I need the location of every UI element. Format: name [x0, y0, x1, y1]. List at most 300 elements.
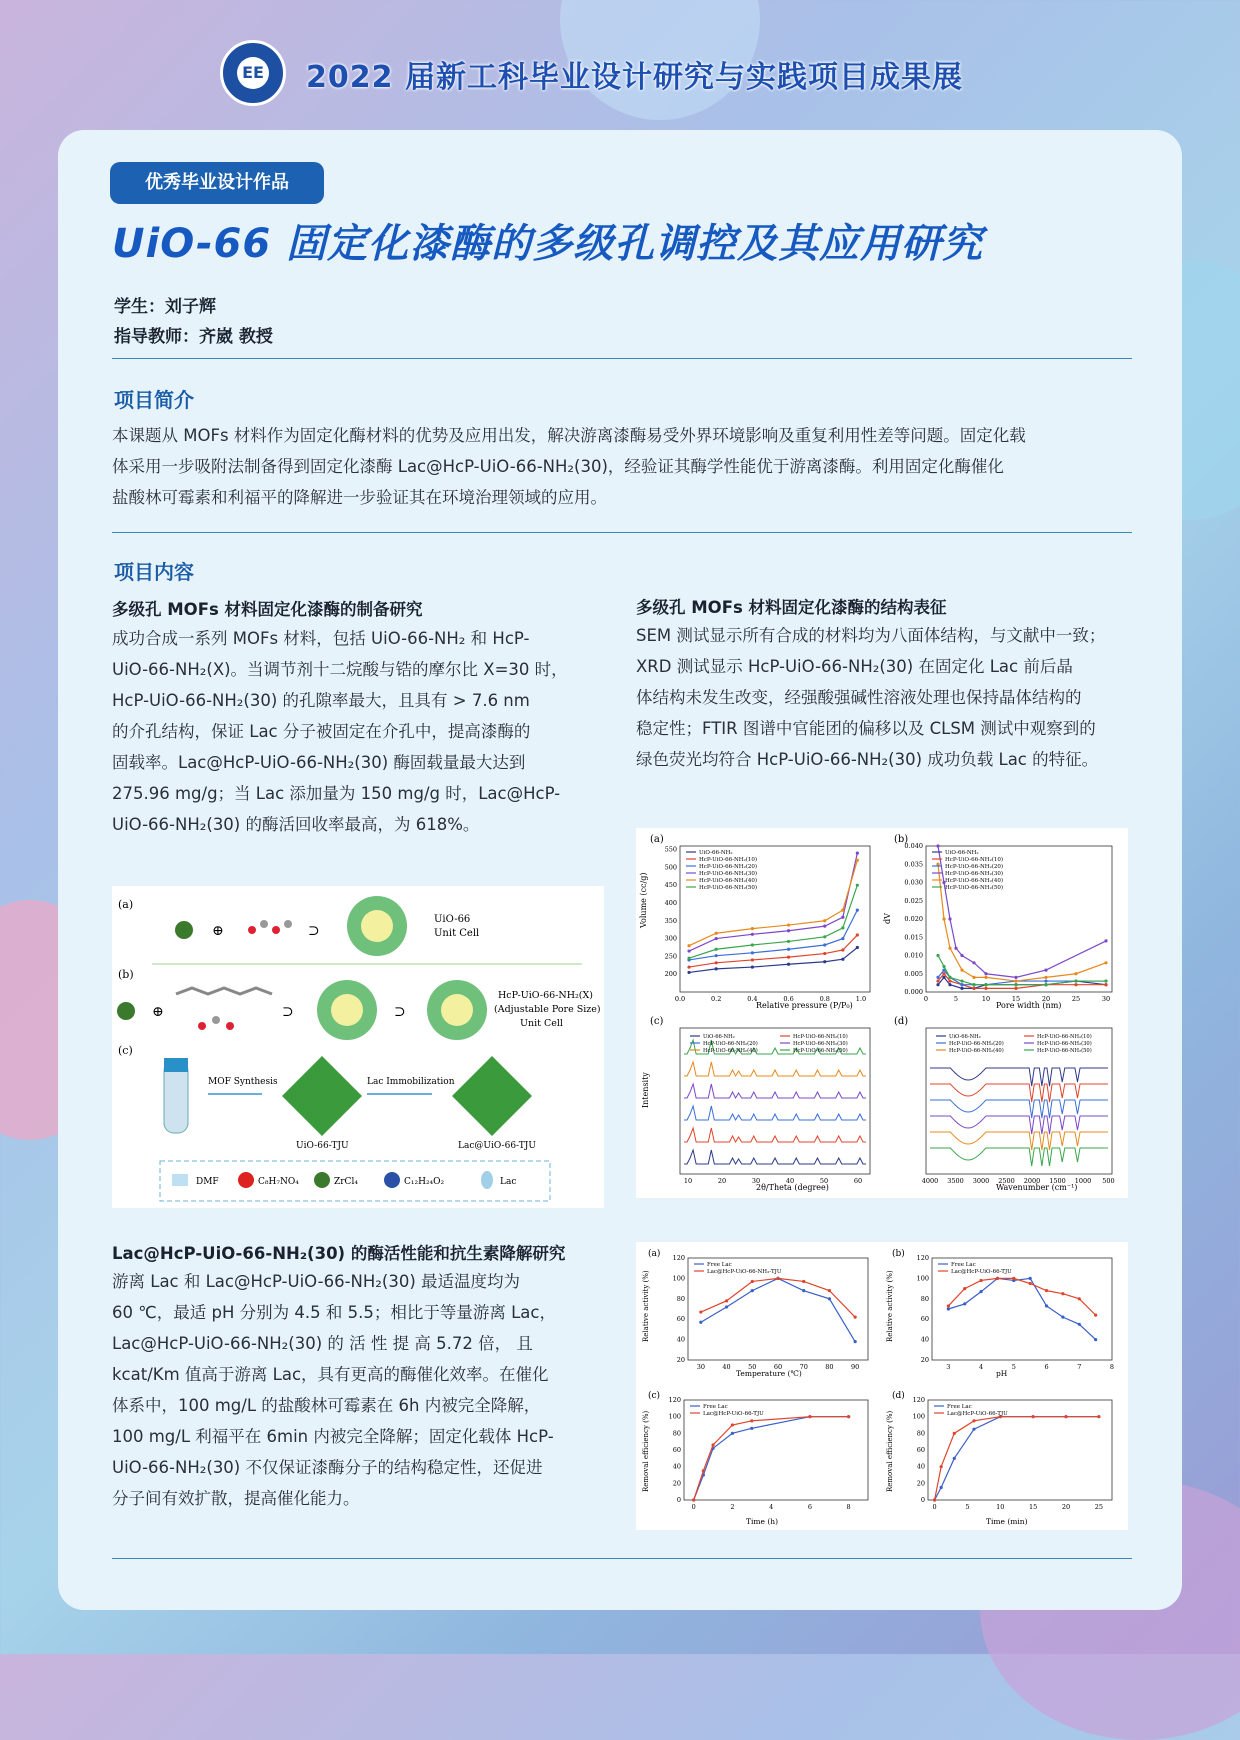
legend-entry: HcP-UiO-66-NH₂(30)	[699, 871, 758, 877]
data-point	[699, 1310, 702, 1313]
y-tick-label: 120	[912, 1396, 925, 1404]
data-point	[1104, 979, 1107, 982]
series-line	[701, 1278, 855, 1341]
x-tick-label: 60	[853, 1177, 863, 1185]
activity-line: 体系中，100 mg/L 的盐酸林可霉素在 6h 内被完全降解，	[112, 1396, 541, 1415]
y-tick-label: 80	[920, 1294, 929, 1303]
legend-entry: HcP-UiO-66-NH₂(50)	[1037, 1048, 1092, 1054]
data-point	[711, 1443, 714, 1446]
data-point	[942, 972, 945, 975]
advisor-name: 指导教师：齐崴 教授	[114, 327, 273, 347]
legend-entry: HcP-UiO-66-NH₂(30)	[1037, 1041, 1092, 1047]
data-point	[751, 958, 754, 961]
x-tick-label: 10	[981, 995, 991, 1003]
arrow-sign: ⊃	[308, 923, 320, 939]
data-point	[984, 987, 987, 990]
y-tick-label: 40	[916, 1462, 925, 1471]
data-point	[854, 1316, 857, 1319]
legend-entry: UiO-66-NH₂	[703, 1034, 735, 1040]
ftir-spectrum	[930, 1100, 1108, 1118]
data-point	[963, 1302, 966, 1305]
xrd-pattern	[684, 1062, 866, 1076]
lac-crystal	[452, 1056, 532, 1136]
data-point	[1029, 1277, 1032, 1280]
activity-line: Lac@HcP-UiO-66-NH₂(30) 的 活 性 提 高 5.72 倍， 且	[112, 1334, 533, 1353]
data-point	[1097, 1415, 1100, 1418]
series-line	[689, 885, 857, 958]
x-tick-label: 4000	[921, 1177, 939, 1185]
y-tick-label: 120	[916, 1254, 929, 1262]
y-tick-label: 80	[672, 1429, 681, 1438]
x-tick-label: 20	[717, 1177, 727, 1185]
data-point	[1044, 979, 1047, 982]
x-tick-label: 0.2	[711, 995, 722, 1003]
data-point	[828, 1289, 831, 1292]
activity-line: 游离 Lac 和 Lac@HcP-UiO-66-NH₂(30) 最适温度均为	[112, 1272, 520, 1291]
panel-label: (c)	[118, 1044, 133, 1057]
x-axis-label: Pore width (nm)	[996, 1001, 1062, 1010]
legend-entry: UiO-66-NH₂	[945, 850, 979, 856]
data-point	[984, 983, 987, 986]
data-point	[940, 1486, 943, 1489]
lac-swatch	[481, 1171, 493, 1189]
data-point	[936, 976, 939, 979]
plus-sign: ⊕	[152, 1004, 164, 1020]
data-point	[715, 932, 718, 935]
data-point	[942, 917, 945, 920]
uio-crystal	[282, 1056, 362, 1136]
section-heading-prep: 多级孔 MOFs 材料固定化漆酶的制备研究	[112, 600, 423, 619]
data-point	[960, 954, 963, 957]
divider	[112, 532, 1132, 533]
y-tick-label: 400	[664, 898, 677, 907]
data-point	[979, 1290, 982, 1293]
intro-paragraph	[112, 420, 1142, 513]
test-tube-icon	[164, 1058, 188, 1133]
data-point	[1044, 969, 1047, 972]
data-point	[1014, 983, 1017, 986]
x-axis-label: Wavenumber (cm⁻¹)	[996, 1183, 1078, 1192]
data-point	[960, 983, 963, 986]
data-point	[1045, 1304, 1048, 1307]
y-tick-label: 300	[664, 934, 677, 943]
legend-entry: HcP-UiO-66-NH₂(20)	[699, 864, 758, 870]
data-point	[751, 951, 754, 954]
x-tick-label: 4	[769, 1503, 774, 1511]
data-point	[942, 965, 945, 968]
data-point	[1044, 983, 1047, 986]
activity-figure	[636, 1242, 1128, 1530]
xrd-pattern	[684, 1106, 866, 1120]
divider	[112, 1558, 1132, 1559]
legend-entry: UiO-66-NH₂	[949, 1034, 981, 1040]
y-tick-label: 40	[672, 1462, 681, 1471]
legend-acid: C₁₂H₂₄O₂	[404, 1177, 445, 1187]
data-point	[787, 940, 790, 943]
legend-entry: HcP-UiO-66-NH₂(30)	[793, 1041, 848, 1047]
y-tick-label: 100	[672, 1274, 685, 1283]
data-point	[841, 926, 844, 929]
data-point	[940, 1465, 943, 1468]
panel-label: (b)	[892, 1249, 905, 1259]
activity-paragraph	[112, 1266, 632, 1514]
data-point	[715, 961, 718, 964]
legend-entry: HcP-UiO-66-NH₂(40)	[699, 878, 758, 884]
data-point	[725, 1299, 728, 1302]
y-tick-label: 120	[672, 1254, 685, 1262]
data-point	[687, 971, 690, 974]
data-point	[936, 983, 939, 986]
mof-synthesis-label: MOF Synthesis	[208, 1077, 278, 1087]
data-point	[1074, 983, 1077, 986]
x-tick-label: 0.0	[674, 995, 686, 1003]
linker-molecule	[248, 920, 292, 934]
xrd-pattern	[684, 1128, 866, 1142]
data-point	[823, 943, 826, 946]
legend-entry: HcP-UiO-66-NH₂(40)	[703, 1048, 758, 1054]
zr-sphere	[175, 921, 193, 939]
data-point	[856, 884, 859, 887]
y-tick-label: 550	[664, 845, 677, 854]
data-point	[751, 1280, 754, 1283]
data-point	[715, 937, 718, 940]
uio-cell-label: Unit Cell	[434, 928, 480, 939]
x-tick-label: 25	[1071, 995, 1081, 1003]
ftir-spectrum	[930, 1068, 1108, 1086]
data-point	[984, 976, 987, 979]
legend-entry: HcP-UiO-66-NH₂(10)	[699, 857, 758, 863]
data-point	[936, 954, 939, 957]
y-tick-label: 20	[672, 1479, 681, 1488]
x-tick-label: 60	[773, 1363, 783, 1371]
data-point	[1104, 939, 1107, 942]
xrd-pattern	[684, 1150, 866, 1164]
x-tick-label: 70	[799, 1363, 808, 1371]
panel-label: (d)	[892, 1391, 905, 1401]
ftir-spectrum	[930, 1148, 1108, 1166]
data-point	[948, 917, 951, 920]
x-tick-label: 0.8	[819, 995, 830, 1003]
prep-line: 固载率。Lac@HcP-UiO-66-NH₂(30) 酶固载量最大达到	[112, 753, 526, 772]
x-tick-label: 90	[851, 1363, 860, 1371]
legend-entry: Lac@HcP-UiO-66-TJU	[951, 1269, 1012, 1275]
panel-label: (d)	[894, 1016, 909, 1027]
logo-text: EE	[237, 57, 269, 89]
series-line	[935, 1417, 1099, 1500]
legend-entry: HcP-UiO-66-NH₂(10)	[945, 857, 1004, 863]
prep-paragraph	[112, 623, 632, 840]
data-point	[936, 979, 939, 982]
data-point	[715, 967, 718, 970]
y-axis-label: Relative activity (%)	[886, 1270, 894, 1342]
data-point	[972, 976, 975, 979]
data-point	[823, 960, 826, 963]
legend-entry: Lac@HcP-UiO-66-NH₂-TJU	[707, 1269, 782, 1275]
data-point	[1029, 1282, 1032, 1285]
x-tick-label: 50	[748, 1363, 757, 1371]
x-axis-label: Temperature (℃)	[736, 1369, 802, 1378]
series-line	[948, 1278, 1095, 1315]
legend-entry: HcP-UiO-66-NH₂(10)	[793, 1034, 848, 1040]
data-point	[725, 1305, 728, 1308]
section-heading-activity: Lac@HcP-UiO-66-NH₂(30) 的酶活性能和抗生素降解研究	[112, 1244, 566, 1263]
x-tick-label: 30	[696, 1363, 705, 1371]
y-tick-label: 200	[664, 970, 677, 979]
data-point	[996, 1277, 999, 1280]
x-tick-label: 10	[996, 1503, 1005, 1511]
intro-line: 盐酸林可霉素和利福平的降解进一步验证其在环境治理领域的应用。	[112, 488, 607, 507]
y-tick-label: 0.035	[904, 860, 923, 869]
data-point	[715, 954, 718, 957]
x-tick-label: 3	[946, 1363, 951, 1371]
y-tick-label: 20	[676, 1356, 685, 1364]
data-point	[947, 1304, 950, 1307]
x-tick-label: 5	[953, 995, 959, 1003]
synthesis-scheme-figure	[112, 886, 604, 1208]
y-tick-label: 80	[676, 1294, 685, 1303]
hcp-unit-cell-right	[427, 980, 487, 1040]
legend-entry: Free Lac	[707, 1262, 732, 1268]
data-point	[856, 946, 859, 949]
char-line: 绿色荧光均符合 HcP-UiO-66-NH₂(30) 成功负载 Lac 的特征。	[636, 750, 1099, 769]
y-tick-label: 60	[672, 1446, 681, 1454]
hcp-cell-label: Unit Cell	[520, 1018, 563, 1029]
y-tick-label: 0.015	[904, 933, 923, 942]
header-title: 2022 届新工科毕业设计研究与实践项目成果展	[306, 60, 963, 95]
y-tick-label: 60	[676, 1315, 685, 1324]
dodecanoic-acid-molecule	[176, 988, 272, 1030]
y-tick-label: 60	[920, 1315, 929, 1324]
x-tick-label: 4	[979, 1363, 984, 1371]
y-tick-label: 40	[676, 1335, 685, 1344]
data-point	[802, 1280, 805, 1283]
zr-sphere	[117, 1002, 135, 1020]
data-point	[1094, 1314, 1097, 1317]
divider	[112, 358, 1132, 359]
x-tick-label: 5	[1011, 1363, 1016, 1371]
data-point	[953, 1432, 956, 1435]
legend-lac: Lac	[500, 1177, 517, 1187]
activity-line: 分子间有效扩散，提高催化能力。	[112, 1489, 360, 1508]
data-point	[960, 969, 963, 972]
x-tick-label: 6	[1044, 1363, 1049, 1371]
intro-heading: 项目简介	[114, 388, 194, 412]
ftir-spectrum	[930, 1116, 1108, 1134]
y-tick-label: 20	[920, 1356, 929, 1364]
legend-entry: HcP-UiO-66-NH₂(30)	[945, 871, 1004, 877]
char-line: XRD 测试显示 HcP-UiO-66-NH₂(30) 在固定化 Lac 前后晶	[636, 657, 1073, 676]
data-point	[1061, 1292, 1064, 1295]
data-point	[1014, 987, 1017, 990]
data-point	[856, 933, 859, 936]
project-title: UiO-66 固定化漆酶的多级孔调控及其应用研究	[112, 221, 984, 267]
legend-entry: Lac@HcP-UiO-66-TJU	[703, 1411, 764, 1417]
y-tick-label: 60	[916, 1446, 925, 1454]
series-line	[948, 1278, 1095, 1339]
legend-entry: HcP-UiO-66-NH₂(20)	[945, 864, 1004, 870]
data-point	[715, 948, 718, 951]
data-point	[1104, 961, 1107, 964]
y-axis-label: Removal efficiency (%)	[642, 1410, 650, 1492]
data-point	[731, 1432, 734, 1435]
content-heading: 项目内容	[114, 560, 194, 584]
data-point	[823, 935, 826, 938]
section-heading-characterization: 多级孔 MOFs 材料固定化漆酶的结构表征	[636, 598, 947, 617]
prep-line: HcP-UiO-66-NH₂(30) 的孔隙率最大，且具有 > 7.6 nm	[112, 691, 530, 710]
panel-label: (c)	[648, 1391, 661, 1401]
data-point	[841, 916, 844, 919]
x-tick-label: 30	[751, 1177, 761, 1185]
x-tick-label: 1.0	[855, 995, 867, 1003]
x-tick-label: 500	[1102, 1177, 1115, 1185]
data-point	[702, 1469, 705, 1472]
intro-line: 本课题从 MOFs 材料作为固定化酶材料的优势及应用出发，解决游离漆酶易受外界环境影响及重复利用性差等问题。固定化载	[112, 426, 1026, 445]
ftir-spectrum	[930, 1084, 1108, 1102]
y-tick-label: 0.005	[904, 969, 923, 978]
data-point	[953, 1457, 956, 1460]
panel-label: (b)	[118, 968, 134, 981]
data-point	[1045, 1289, 1048, 1292]
data-point	[692, 1498, 695, 1501]
x-tick-label: 2500	[998, 1177, 1015, 1185]
legend-entry: HcP-UiO-66-NH₂(10)	[1037, 1034, 1092, 1040]
x-tick-label: 0	[932, 1503, 937, 1511]
data-point	[947, 1307, 950, 1310]
x-tick-label: 5	[965, 1503, 970, 1511]
y-axis-label: dV	[883, 913, 892, 924]
prep-line: UiO-66-NH₂(30) 的酶活回收率最高，为 618%。	[112, 815, 480, 834]
data-point	[751, 943, 754, 946]
data-point	[687, 965, 690, 968]
characterization-figure	[636, 828, 1128, 1198]
activity-line: kcat/Km 值高于游离 Lac，具有更高的酶催化效率。在催化	[112, 1365, 549, 1384]
content-panel	[58, 130, 1182, 1610]
y-tick-label: 100	[916, 1274, 929, 1283]
x-tick-label: 40	[785, 1177, 795, 1185]
x-tick-label: 3500	[947, 1177, 964, 1185]
data-point	[847, 1415, 850, 1418]
hcp-label: HcP-UiO-66-NH₂(X)	[498, 990, 593, 1001]
data-point	[936, 844, 939, 847]
x-tick-label: 3000	[972, 1177, 990, 1185]
y-tick-label: 0.025	[904, 896, 923, 905]
prep-line: 的介孔结构，保证 Lac 分子被固定在介孔中，提高漆酶的	[112, 722, 531, 741]
x-tick-label: 8	[1109, 1363, 1115, 1371]
data-point	[936, 863, 939, 866]
data-point	[960, 987, 963, 990]
data-point	[960, 979, 963, 982]
y-tick-label: 0.020	[904, 915, 923, 923]
prep-line: 275.96 mg/g；当 Lac 添加量为 150 mg/g 时，Lac@HcP-	[112, 784, 561, 803]
x-tick-label: 30	[1101, 995, 1111, 1003]
data-point	[808, 1415, 811, 1418]
synthesis-scheme-svg	[112, 886, 604, 1208]
data-point	[963, 1287, 966, 1290]
legend-dmf: DMF	[196, 1177, 219, 1187]
lac-tju-label: Lac@UiO-66-TJU	[458, 1141, 536, 1151]
data-point	[972, 987, 975, 990]
data-point	[1014, 979, 1017, 982]
data-point	[750, 1427, 753, 1430]
y-axis-label: Volume (cc/g)	[639, 872, 648, 928]
lac-immobilization-label: Lac Immobilization	[367, 1077, 455, 1087]
char-line: SEM 测试显示所有合成的材料均为八面体结构，与文献中一致；	[636, 626, 1106, 645]
activity-line: 100 mg/L 利福平在 6min 内被完全降解；固定化载体 HcP-	[112, 1427, 554, 1446]
y-tick-label: 0.030	[904, 878, 923, 887]
x-tick-label: 0.4	[747, 995, 758, 1003]
data-point	[1104, 983, 1107, 986]
x-axis-label: 2θ/Theta (degree)	[756, 1183, 829, 1192]
x-tick-label: 15	[1011, 995, 1021, 1003]
legend-entry: Free Lac	[947, 1404, 972, 1410]
y-tick-label: 100	[912, 1412, 925, 1421]
x-tick-label: 50	[819, 1177, 829, 1185]
data-point	[942, 976, 945, 979]
dmf-swatch	[172, 1174, 188, 1186]
data-point	[787, 923, 790, 926]
characterization-paragraph	[636, 620, 1156, 775]
xrd-pattern	[684, 1084, 866, 1098]
data-point	[1014, 976, 1017, 979]
student-name: 学生：刘子辉	[114, 297, 216, 317]
x-tick-label: 2	[730, 1503, 735, 1511]
y-tick-label: 0.010	[904, 951, 923, 960]
series-line	[701, 1278, 855, 1317]
legend-entry: HcP-UiO-66-NH₂(50)	[793, 1048, 848, 1054]
legend-entry: HcP-UiO-66-NH₂(40)	[949, 1048, 1004, 1054]
logo-icon	[220, 40, 286, 106]
uio-unit-cell	[347, 896, 407, 956]
data-point	[1078, 1323, 1081, 1326]
data-point	[948, 983, 951, 986]
data-point	[841, 958, 844, 961]
data-point	[1074, 972, 1077, 975]
acid-swatch	[384, 1172, 400, 1188]
poster-header	[220, 40, 1020, 110]
hcp-pore-label: (Adjustable Pore Size)	[494, 1004, 601, 1015]
char-line: 体结构未发生改变，经强酸强碱性溶液处理也保持晶体结构的	[636, 688, 1082, 707]
data-point	[841, 948, 844, 951]
uio-label: UiO-66	[434, 914, 471, 925]
data-point	[699, 1321, 702, 1324]
data-point	[751, 933, 754, 936]
zr-swatch	[314, 1172, 330, 1188]
hcp-unit-cell-left	[317, 980, 377, 1040]
panel-label: (b)	[894, 834, 909, 845]
y-tick-label: 20	[916, 1479, 925, 1488]
data-point	[948, 976, 951, 979]
data-point	[776, 1277, 779, 1280]
panel-label: (c)	[650, 1016, 664, 1027]
legend-entry: Lac@HcP-UiO-66-TJU	[947, 1411, 1008, 1417]
prep-line: UiO-66-NH₂(X)。当调节剂十二烷酸与锆的摩尔比 X=30 时，	[112, 660, 568, 679]
x-axis-label: Relative pressure (P/P₀)	[756, 1001, 853, 1010]
data-point	[823, 925, 826, 928]
legend-zr: ZrCl₄	[334, 1177, 358, 1187]
data-point	[1044, 976, 1047, 979]
x-tick-label: 7	[1077, 1363, 1082, 1371]
prep-line: 成功合成一系列 MOFs 材料，包括 UiO-66-NH₂ 和 HcP-	[112, 629, 530, 648]
data-point	[1074, 979, 1077, 982]
panel-label: (a)	[650, 834, 664, 845]
data-point	[787, 948, 790, 951]
activity-svg	[636, 1242, 1128, 1530]
data-point	[979, 1279, 982, 1282]
y-tick-label: 450	[664, 881, 677, 890]
data-point	[1012, 1277, 1015, 1280]
data-point	[841, 937, 844, 940]
activity-line: UiO-66-NH₂(30) 不仅保证漆酶分子的结构稳定性，还促进	[112, 1458, 543, 1477]
